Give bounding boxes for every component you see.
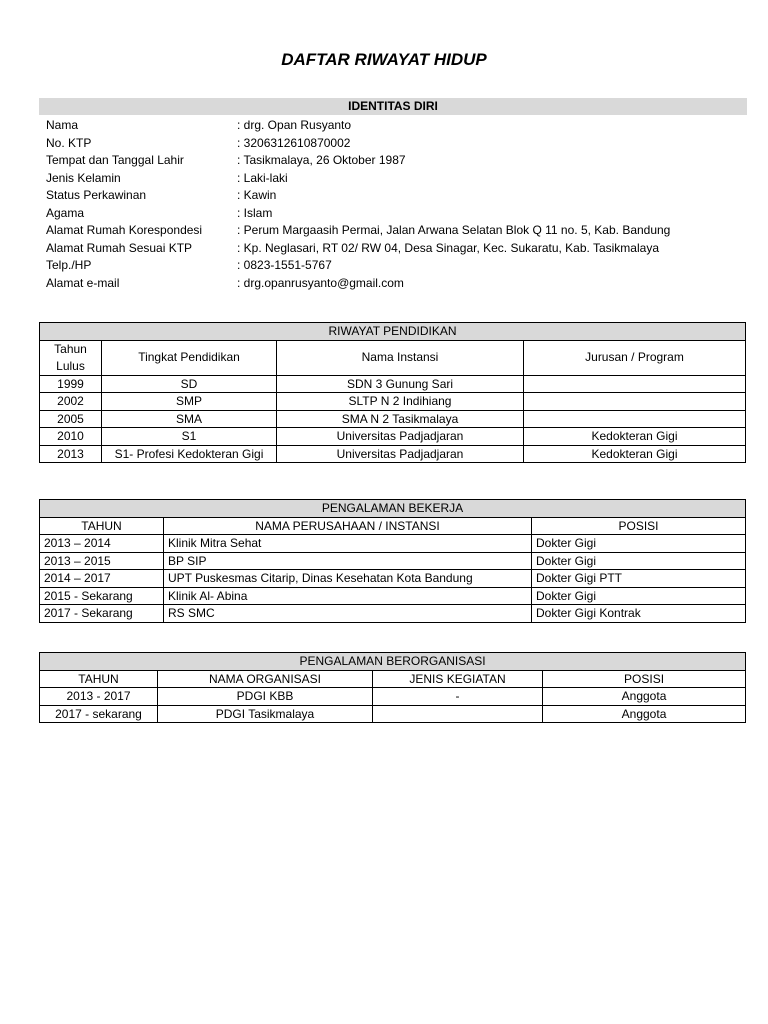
identitas-row (46, 152, 746, 170)
identitas-row (46, 187, 746, 205)
table-cell: SMA (102, 410, 277, 428)
identitas-value: : drg.opanrusyanto@gmail.com (237, 275, 404, 290)
table-cell: SMP (102, 393, 277, 411)
table-cell: UPT Puskesmas Citarip, Dinas Kesehatan Kota Bandung (164, 570, 532, 588)
identitas-value: : drg. Opan Rusyanto (237, 118, 352, 132)
table-row (40, 587, 746, 605)
column-header: POSISI (532, 517, 746, 535)
identitas-value: : Kawin (237, 188, 277, 202)
organisasi-table (39, 652, 746, 723)
identitas-label: Alamat e-mail (46, 275, 120, 290)
table-row (40, 535, 746, 553)
table-cell: 2015 - Sekarang (40, 587, 164, 605)
identitas-row (46, 170, 746, 188)
table-cell: 2013 – 2015 (40, 552, 164, 570)
column-header: NAMA PERUSAHAAN / INSTANSI (164, 517, 532, 535)
identitas-label: No. KTP (46, 135, 92, 150)
identitas-label: Alamat Rumah Korespondesi (46, 223, 203, 237)
identitas-value: : Kp. Neglasari, RT 02/ RW 04, Desa Sinagar, Kec. Sukaratu, Kab. Tasikmalaya (237, 240, 659, 255)
table-cell: 2013 – 2014 (40, 535, 164, 553)
table-cell: Dokter Gigi (532, 587, 746, 605)
table-cell (524, 393, 746, 411)
table-cell: PDGI Tasikmalaya (158, 705, 373, 723)
identitas-value: : Tasikmalaya, 26 Oktober 1987 (237, 153, 406, 167)
identitas-value: : 3206312610870002 (237, 135, 351, 150)
table-row (40, 375, 746, 393)
identitas-value: : Laki-laki (237, 170, 288, 185)
table-cell: Anggota (543, 688, 746, 706)
table-cell: BP SIP (164, 552, 532, 570)
identitas-label: Agama (46, 205, 85, 220)
table-cell: - (373, 688, 543, 706)
table-cell: 1999 (40, 375, 102, 393)
identitas-value: : 0823-1551-5767 (237, 258, 332, 272)
table-cell (524, 375, 746, 393)
organisasi-heading: PENGALAMAN BERORGANISASI (40, 653, 746, 671)
table-cell: 2017 - Sekarang (40, 605, 164, 623)
column-header: Jurusan / Program (524, 340, 746, 375)
table-cell: Klinik Al- Abina (164, 587, 532, 605)
table-cell: 2010 (40, 428, 102, 446)
table-cell: 2013 (40, 445, 102, 463)
table-row (40, 552, 746, 570)
identitas-label: Status Perkawinan (46, 188, 147, 202)
table-header-row (40, 517, 746, 535)
table-heading-row (40, 500, 746, 518)
identitas-row (46, 135, 746, 153)
identitas-label: Alamat Rumah Sesuai KTP (46, 240, 193, 255)
table-row (40, 688, 746, 706)
pekerjaan-table (39, 499, 746, 623)
table-heading-row (40, 323, 746, 341)
table-cell: SLTP N 2 Indihiang (277, 393, 524, 411)
identitas-row (46, 257, 746, 275)
column-header: Nama Instansi (277, 340, 524, 375)
identitas-label: Telp./HP (46, 258, 92, 272)
column-header: POSISI (543, 670, 746, 688)
table-cell: Anggota (543, 705, 746, 723)
identitas-row (46, 117, 746, 135)
table-cell: Universitas Padjadjaran (277, 445, 524, 463)
identitas-value: : Islam (237, 205, 273, 220)
table-row (40, 570, 746, 588)
column-header: Tahun Lulus (40, 340, 102, 375)
table-header-row (40, 670, 746, 688)
table-cell (373, 705, 543, 723)
identitas-row (46, 222, 746, 240)
table-cell: Dokter Gigi PTT (532, 570, 746, 588)
table-cell: 2017 - sekarang (40, 705, 158, 723)
table-row (40, 410, 746, 428)
identitas-list (46, 117, 746, 292)
identitas-row (46, 205, 746, 223)
identitas-label: Tempat dan Tanggal Lahir (46, 153, 184, 167)
identitas-row (46, 275, 746, 293)
table-header-row (40, 340, 746, 375)
pekerjaan-heading: PENGALAMAN BEKERJA (40, 500, 746, 518)
table-heading-row (40, 653, 746, 671)
identitas-label: Nama (46, 118, 79, 132)
table-row (40, 428, 746, 446)
identitas-row (46, 240, 746, 258)
table-cell: Dokter Gigi (532, 552, 746, 570)
column-header: JENIS KEGIATAN (373, 670, 543, 688)
pendidikan-table (39, 322, 746, 463)
table-cell: S1- Profesi Kedokteran Gigi (102, 445, 277, 463)
table-cell: SDN 3 Gunung Sari (277, 375, 524, 393)
table-cell: S1 (102, 428, 277, 446)
pendidikan-heading: RIWAYAT PENDIDIKAN (40, 323, 746, 341)
identitas-value: : Perum Margaasih Permai, Jalan Arwana Selatan Blok Q 11 no. 5, Kab. Bandung (237, 223, 671, 237)
table-cell: 2005 (40, 410, 102, 428)
table-row (40, 445, 746, 463)
table-cell: Dokter Gigi Kontrak (532, 605, 746, 623)
table-cell: Universitas Padjadjaran (277, 428, 524, 446)
table-cell: Klinik Mitra Sehat (164, 535, 532, 553)
table-cell (524, 410, 746, 428)
table-cell: Kedokteran Gigi (524, 445, 746, 463)
column-header: NAMA ORGANISASI (158, 670, 373, 688)
table-cell: Dokter Gigi (532, 535, 746, 553)
column-header: Tingkat Pendidikan (102, 340, 277, 375)
identitas-label: Jenis Kelamin (46, 170, 121, 185)
table-row (40, 705, 746, 723)
identitas-heading: IDENTITAS DIRI (39, 98, 747, 115)
column-header: TAHUN (40, 670, 158, 688)
document-title: DAFTAR RIWAYAT HIDUP (281, 50, 487, 69)
table-cell: Kedokteran Gigi (524, 428, 746, 446)
table-cell: PDGI KBB (158, 688, 373, 706)
table-row (40, 605, 746, 623)
table-row (40, 393, 746, 411)
table-cell: 2014 – 2017 (40, 570, 164, 588)
column-header: TAHUN (40, 517, 164, 535)
table-cell: SD (102, 375, 277, 393)
table-cell: SMA N 2 Tasikmalaya (277, 410, 524, 428)
table-cell: 2002 (40, 393, 102, 411)
table-cell: 2013 - 2017 (40, 688, 158, 706)
table-cell: RS SMC (164, 605, 532, 623)
